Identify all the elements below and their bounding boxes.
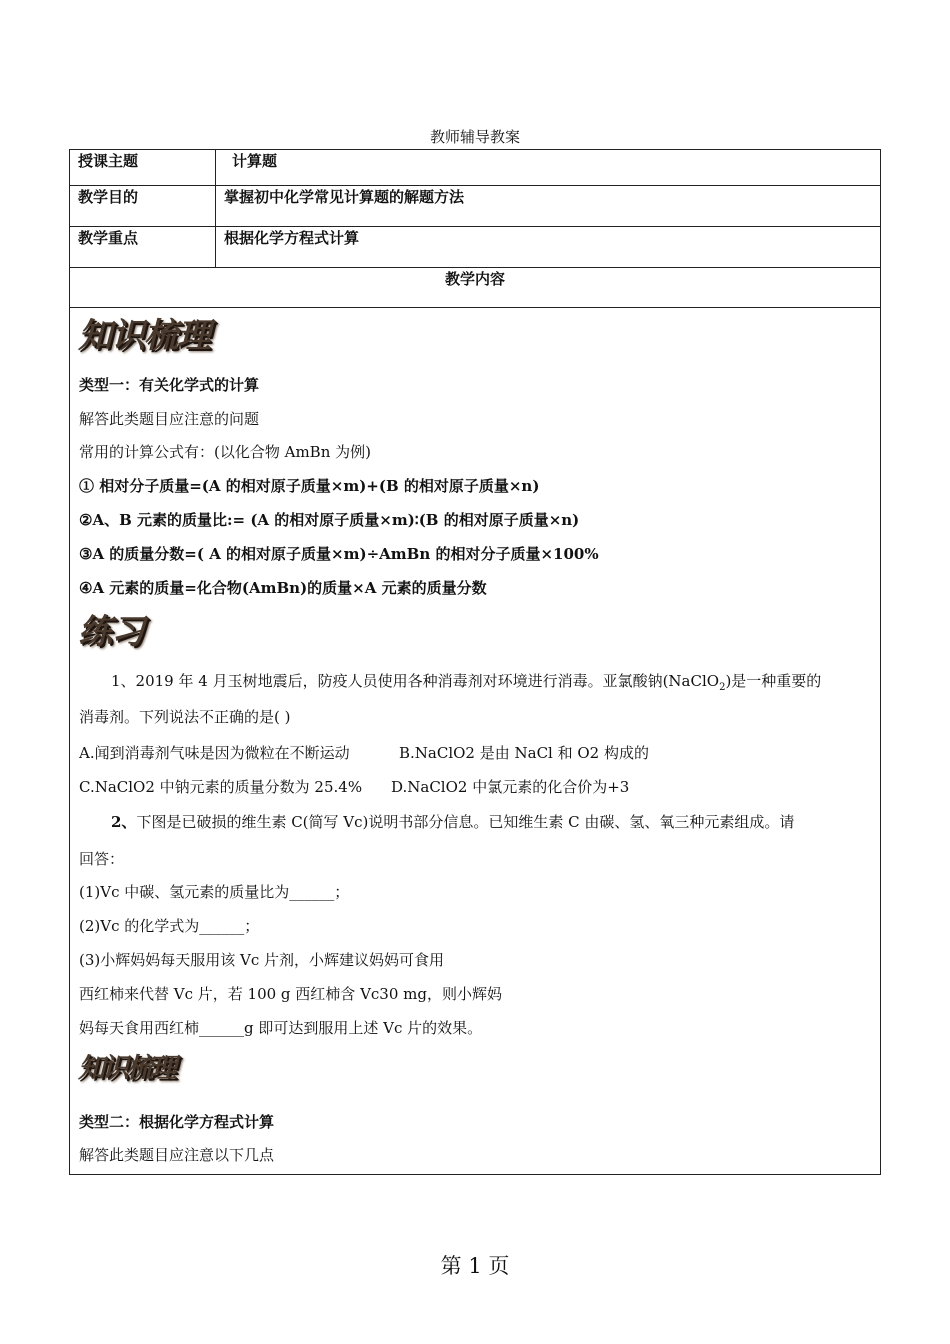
q2-stem: 2、下图是已破损的维生素 C(简写 Vc)说明书部分信息。已知维生素 C 由碳、氢、氧三种元素组成。请 [111, 813, 795, 831]
type2-intro: 解答此类题目应注意以下几点 [79, 1146, 275, 1164]
q2-part-2: (2)Vc 的化学式为______； [79, 917, 260, 935]
goal-label: 教学目的 [70, 186, 216, 227]
goal-value: 掌握初中化学常见计算题的解题方法 [216, 186, 881, 227]
focus-value: 根据化学方程式计算 [216, 227, 881, 268]
type1-title: 类型一：有关化学式的计算 [79, 376, 260, 394]
type2-title: 类型二：根据化学方程式计算 [79, 1113, 275, 1131]
q1-stem-cont: 消毒剂。下列说法不正确的是( ) [79, 708, 291, 726]
row-goal [70, 186, 881, 227]
q1-stem: 1、2019 年 4 月玉树地震后，防疫人员使用各种消毒剂对环境进行消毒。亚氯酸钠(NaClO$_2$)是一种重要的 [111, 672, 822, 693]
q1-option-d: D.NaClO2 中氯元素的化合价为+3 [391, 778, 630, 796]
q2-part-3-cont: 西红柿来代替 Vc 片，若 100 g 西红柿含 Vc30 mg，则小辉妈 [79, 985, 502, 1003]
q2-part-3-end: 妈每天食用西红柿______g 即可达到服用上述 Vc 片的效果。 [79, 1019, 483, 1037]
row-focus [70, 227, 881, 268]
type1-intro: 解答此类题目应注意的问题 [79, 410, 260, 428]
row-content-header [70, 268, 881, 308]
topic-value: 计算题 [216, 150, 881, 186]
q1-option-b: B.NaClO2 是由 NaCl 和 O2 构成的 [399, 744, 649, 762]
formula-1: ① 相对分子质量=(A 的相对原子质量×m)+(B 的相对原子质量×n) [79, 477, 540, 495]
q2-stem-cont: 回答： [79, 850, 125, 868]
page-number: 第 1 页 [440, 1254, 510, 1278]
knowledge-banner-1: 知识梳理 [78, 316, 210, 356]
document-title: 教师辅导教案 [429, 128, 520, 146]
q2-part-3: (3)小辉妈妈每天服用该 Vc 片剂，小辉建议妈妈可食用 [79, 951, 445, 969]
q2-part-1: (1)Vc 中碳、氢元素的质量比为______； [79, 883, 350, 901]
formula-intro: 常用的计算公式有：(以化合物 AmBn 为例) [79, 443, 371, 461]
formula-2: ②A、B 元素的质量比:= (A 的相对原子质量×m)∶(B 的相对原子质量×n) [79, 511, 580, 529]
topic-label: 授课主题 [70, 150, 216, 186]
content-cell [70, 308, 881, 1175]
row-content [70, 308, 881, 1175]
formula-3: ③A 的质量分数=( A 的相对原子质量×m)÷AmBn 的相对分子质量×100% [79, 545, 599, 563]
focus-label: 教学重点 [70, 227, 216, 268]
content-header: 教学内容 [70, 268, 881, 308]
q1-option-a: A.闻到消毒剂气味是因为微粒在不断运动 [79, 744, 350, 762]
formula-4: ④A 元素的质量=化合物(AmBn)的质量×A 元素的质量分数 [79, 579, 487, 597]
q1-option-c: C.NaClO2 中钠元素的质量分数为 25.4% [79, 778, 363, 796]
lesson-plan-table [69, 149, 881, 1175]
knowledge-banner-2: 知识梳理 [78, 1053, 174, 1084]
row-topic [70, 150, 881, 186]
practice-banner: 练习 [78, 612, 144, 652]
